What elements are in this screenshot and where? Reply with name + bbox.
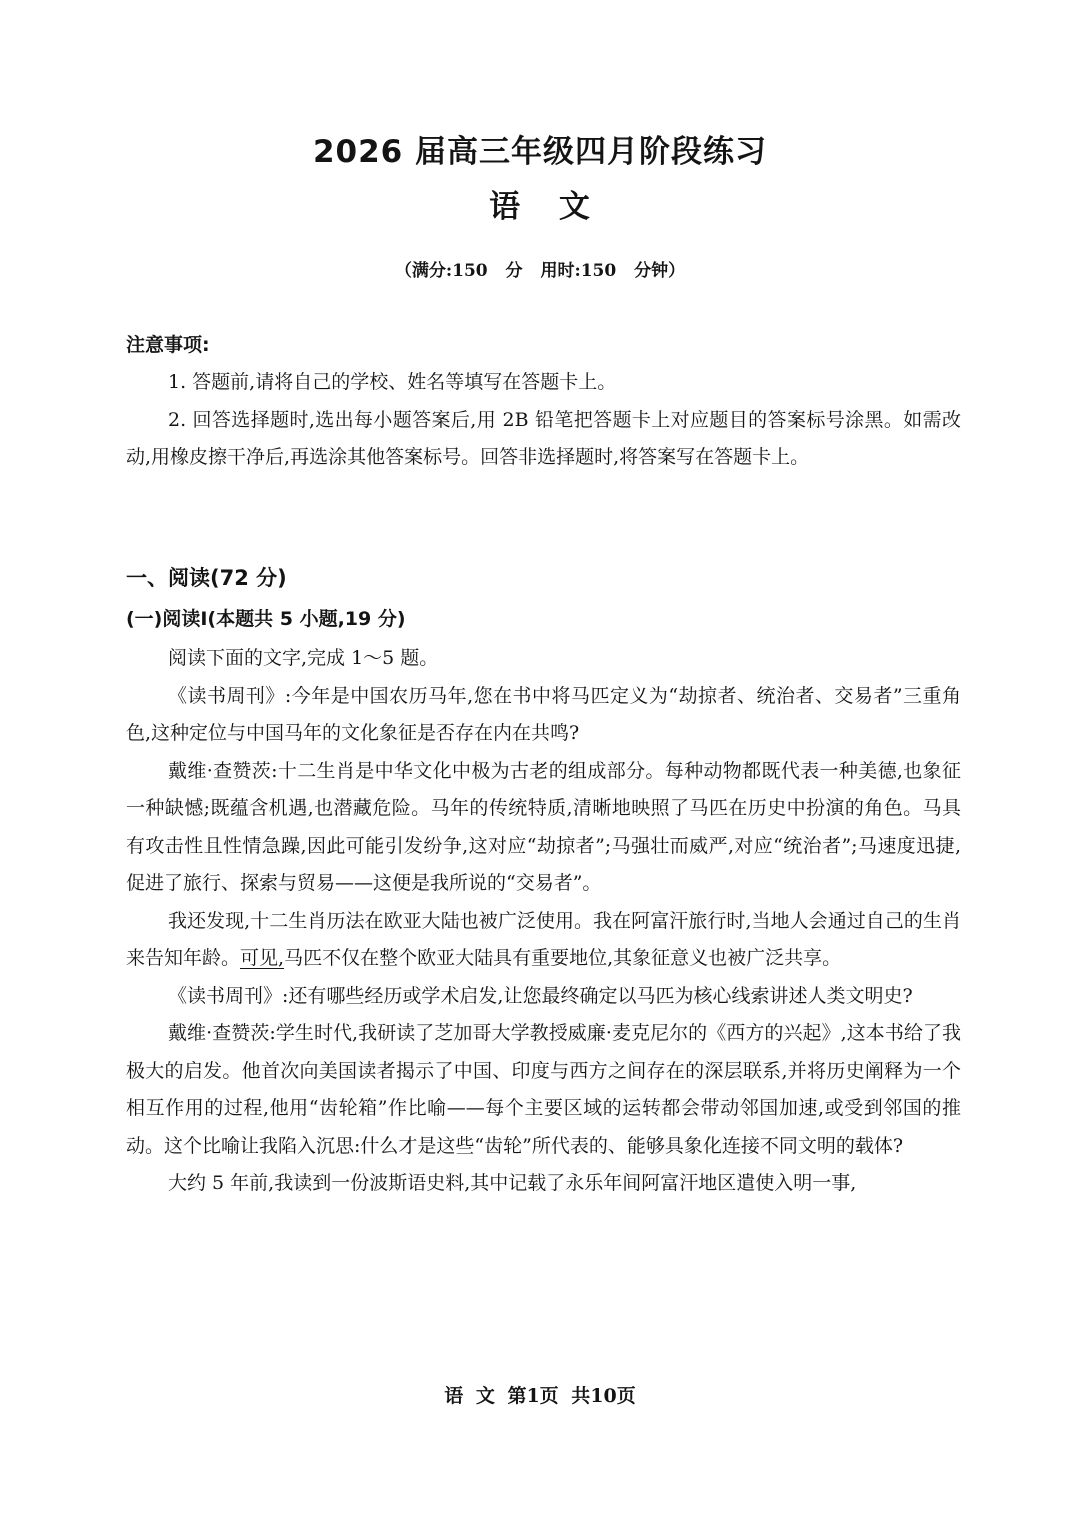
- notice-item-2: 2. 回答选择题时,选出每小题答案后,用 2B 铅笔把答题卡上对应题目的答案标号涂黑。如需改动,用橡皮擦干净后,再选涂其他答案标号。回答非选择题时,将答案写在答题卡上。: [126, 408, 961, 468]
- subsection-heading: (一)阅读Ⅰ(本题共 5 小题,19 分): [126, 608, 406, 630]
- passage-paragraph-6: 大约 5 年前,我读到一份波斯语史料,其中记载了永乐年间阿富汗地区遣使入明一事,: [168, 1172, 857, 1194]
- paragraph-3-text-before: 我还发现,十二生肖历法在欧亚大陆也被广泛使用。我在阿富汗旅行时,当地人会通过自己的生肖来告知年龄。: [126, 909, 961, 969]
- notice-item-1: 1. 答题前,请将自己的学校、姓名等填写在答题卡上。: [168, 371, 617, 393]
- page-footer: 语 文 第1页 共10页: [444, 1385, 636, 1407]
- reading-instruction: 阅读下面的文字,完成 1～5 题。: [168, 647, 439, 669]
- passage-paragraph-5: 戴维·查赞茨:学生时代,我研读了芝加哥大学教授威廉·麦克尼尔的《西方的兴起》,这本书给了我极大的启发。他首次向美国读者揭示了中国、印度与西方之间存在的深层联系,并将历史阐释为一个相互作用的过程,他用“齿轮箱”作比喻——每个主要区域的运转都会带动邻国加速,或受到邻国的推动。这个比喻让我陷入沉思:什么才是这些“齿轮”所代表的、能够具象化连接不同文明的载体?: [126, 1022, 961, 1157]
- subject-title: 语 文: [489, 189, 591, 225]
- notice-heading: 注意事项:: [126, 334, 210, 356]
- underlined-phrase: 可见,: [240, 947, 285, 969]
- score-time-info: （满分:150 分 用时:150 分钟）: [394, 261, 686, 281]
- passage-paragraph-3: [126, 903, 961, 978]
- passage-paragraph-1: 《读书周刊》:今年是中国农历马年,您在书中将马匹定义为“劫掠者、统治者、交易者”三重角色,这种定位与中国马年的文化象征是否存在内在共鸣?: [126, 684, 961, 744]
- passage-paragraph-2: 戴维·查赞茨:十二生肖是中华文化中极为古老的组成部分。每种动物都既代表一种美德,也象征一种缺憾;既蕴含机遇,也潜藏危险。马年的传统特质,清晰地映照了马匹在历史中扮演的角色。马具有攻击性且性情急躁,因此可能引发纷争,这对应“劫掠者”;马强壮而威严,对应“统治者”;马速度迅捷,促进了旅行、探索与贸易——这便是我所说的“交易者”。: [126, 759, 961, 894]
- passage-paragraph-4: 《读书周刊》:还有哪些经历或学术启发,让您最终确定以马匹为核心线索讲述人类文明史?: [168, 984, 913, 1007]
- paragraph-3-text-after: 马匹不仅在整个欧亚大陆具有重要地位,其象征意义也被广泛共享。: [284, 947, 842, 969]
- exam-title: 2026 届高三年级四月阶段练习: [312, 134, 768, 170]
- notice-list: [126, 364, 961, 477]
- reading-passage: [126, 640, 961, 1203]
- section-heading: 一、阅读(72 分): [126, 566, 287, 590]
